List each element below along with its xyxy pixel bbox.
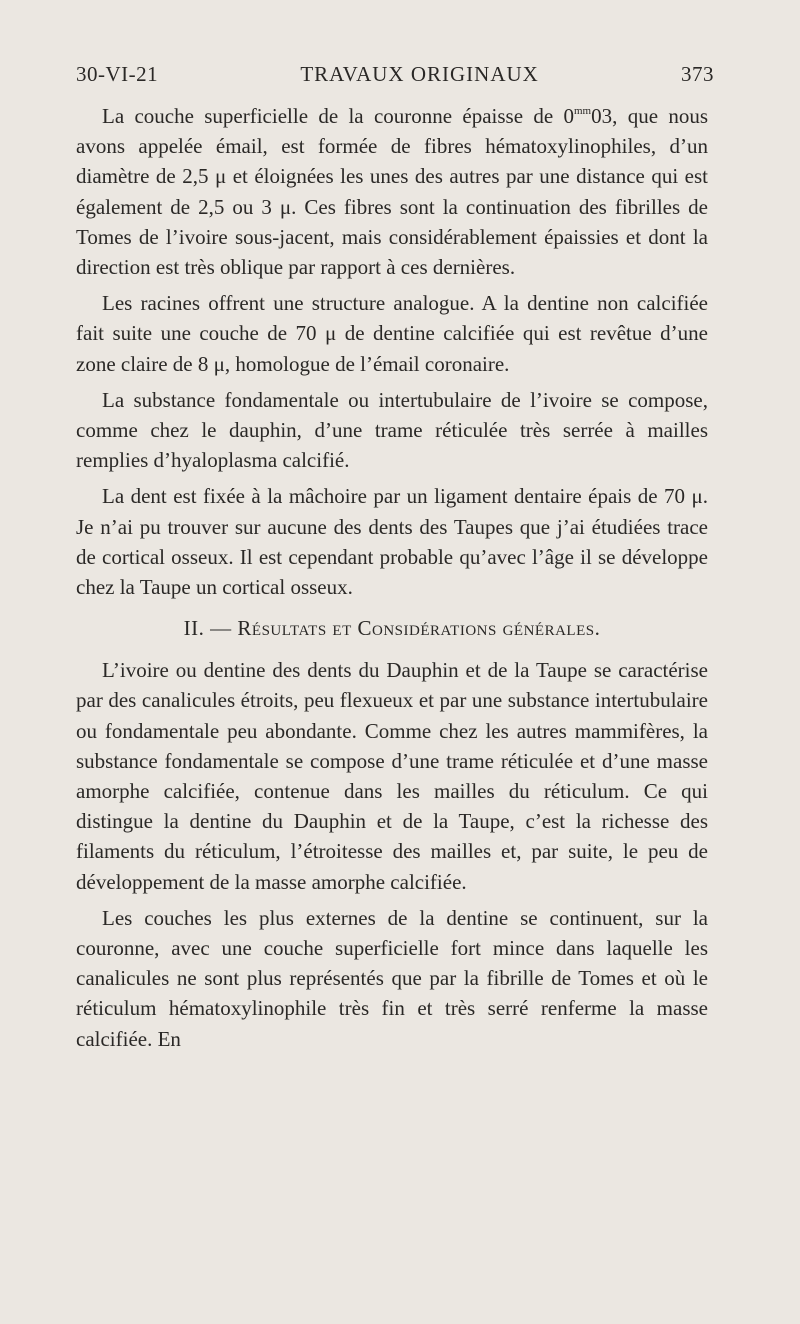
paragraph-5: L’ivoire ou dentine des dents du Dauphin et de la Taupe se caractérise par des canalicules étroits, peu flexueux et par une substance intertubulaire ou fondamentale peu abondante. Comme chez les autres mammifères, la substance fondamentale se compose d’une trame réticulée et d’une masse amorphe calcifiée, contenue dans les mailles du réticulum. Ce qui distingue la dentine du Dauphin et de la Taupe, c’est la richesse des filaments du réticulum, l’étroitesse des mailles et, par suite, le peu de développement de la masse amorphe calcifiée. (76, 658, 708, 894)
section-title: Résultats et Considérations générales. (237, 616, 601, 641)
paragraph-3: La substance fondamentale ou intertubulaire de l’ivoire se compose, comme chez le dauphin, d’une trame réticulée très serrée à mailles remplies d’hyaloplasma calcifié. (76, 387, 708, 473)
header-title: TRAVAUX ORIGINAUX (300, 62, 539, 86)
paragraph-2: Les racines offrent une structure analogue. A la dentine non calcifiée fait suite une couche de 70 μ de dentine calcifiée qui est revêtue d’une zone claire de 8 μ, homologue de l’émail coronaire. (76, 291, 708, 376)
paragraph-6: Les couches les plus externes de la dentine se continuent, sur la couronne, avec une couche superficielle fort mince dans laquelle les canalicules ne sont plus représentés que par la fibrille de Tomes et où le réticulum hématoxylinophile très fin et très serré renferme la masse calcifiée. En (76, 905, 708, 1051)
section-heading (76, 616, 708, 641)
header-date: 30-VI-21 (76, 62, 159, 86)
running-head (76, 62, 714, 87)
page-number: 373 (680, 62, 714, 86)
body-text (76, 96, 708, 1060)
paragraph-1-part-a: La couche superficielle de la couronne épaisse de 0 (102, 104, 574, 128)
section-number: II. — (183, 616, 232, 641)
unit-superscript: mm (574, 105, 592, 117)
paragraph-1 (76, 96, 708, 282)
paragraph-1-part-b: 03, que nous avons appelée émail, est formée de fibres hématoxylinophiles, d’un diamètre de 2,5 μ et éloignées les unes des autres par une distance qui est également de 2,5 ou 3 μ. Ces fibres sont la continuation des fibrilles de Tomes de l’ivoire sous-jacent, mais considérablement épaissies et dont la direction est très oblique par rapport à ces dernières. (76, 104, 708, 280)
paragraph-4: La dent est fixée à la mâchoire par un ligament dentaire épais de 70 μ. Je n’ai pu trouver sur aucune des dents des Taupes que j’ai étudiées trace de cortical osseux. Il est cependant probable qu’avec l’âge il se développe chez la Taupe un cortical osseux. (76, 484, 708, 600)
